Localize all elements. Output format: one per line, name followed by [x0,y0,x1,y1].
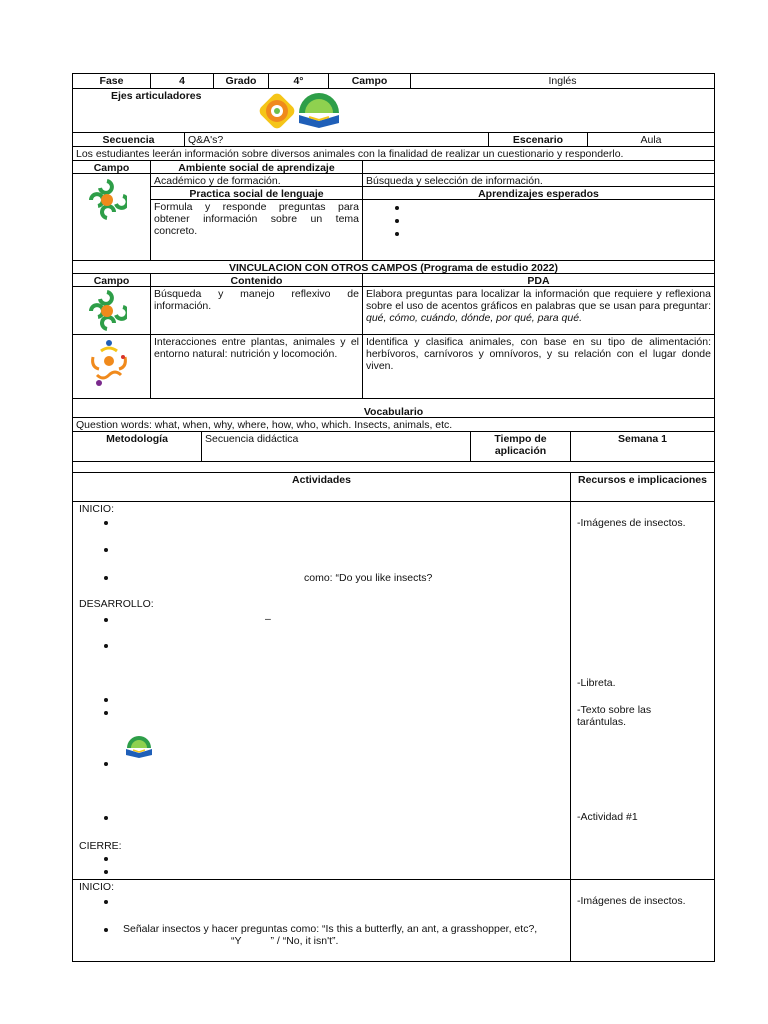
actividades-content-2 [73,880,571,961]
escenario-value: Aula [640,134,662,146]
bullet [104,521,108,525]
bullet [104,644,108,648]
vocabulario-row [73,418,714,432]
tiempo-label: Tiempo de aplicación [471,432,571,461]
practica-value: Formula y responde preguntas para obtener información sobre un tema concreto. [151,200,363,261]
bullet [104,711,108,715]
actividades-block-1 [73,502,714,880]
inicio2-line-2a: Señalar insectos y hacer preguntas como: “Is this a butterfly, an ant, a grasshopper, etc?, [123,923,538,935]
bullet [104,870,108,874]
ambiente-value-1: Académico y de formación. [151,174,363,186]
recurso-2: -Libreta. [577,677,616,689]
bullet [104,816,108,820]
header-row [73,74,714,89]
eje-circle-icon [257,91,297,131]
escenario-label: Escenario [489,133,588,146]
ambiente-block [73,174,714,261]
campo-label: Campo [329,74,411,88]
secuencia-label: Secuencia [73,133,185,146]
vinc-pda-2: Identifica y clasifica animales, con base en su tipo de alimentación: herbívoros, carnívoros y omnívoros, y su relación con el lugar donde viven. [366,336,711,372]
ambiente-header-row [73,161,714,174]
inicio-line-3: como: “Do you like insects? [304,572,433,584]
vinc-campo-2 [73,335,151,398]
book-icon [124,734,154,758]
ambiente-value-2: Búsqueda y selección de información. [366,175,543,186]
eje-book-icon [295,91,343,129]
recurso-4: -Actividad #1 [577,811,638,823]
desarrollo-label: DESARROLLO: [79,598,154,610]
metodologia-label: Metodología [73,432,202,461]
vinc-contenido-2: Interacciones entre plantas, animales y el entorno natural: nutrición y locomoción. [151,335,363,398]
proposito-text: Los estudiantes leerán información sobre diversos animales con la finalidad de realizar un cuestionario y responderlo. [76,148,624,160]
actividades-title: Actividades [73,473,571,501]
bullet [104,928,108,932]
actividades-header-row [73,473,714,502]
lenguajes-campo-icon [87,289,127,333]
bullet [395,232,399,236]
actividades-content-1 [73,502,571,879]
practica-label: Practica social de lenguaje [151,187,363,199]
ambiente-label: Ambiente social de aprendizaje [151,161,363,173]
vinculacion-row-1 [73,287,714,335]
actividades-block-2 [73,880,714,961]
grado-label: Grado [214,74,269,88]
campo-col-label: Campo [73,161,151,173]
saberes-campo-icon [87,339,131,387]
bullet [104,576,108,580]
ambiente-empty [363,161,714,173]
bullet [104,762,108,766]
secuencia-value: Q&A's? [185,133,489,146]
vinculacion-row-2 [73,335,714,399]
vinc-pda-1 [363,287,714,334]
vinc-campo-label: Campo [73,274,151,286]
recurso-3: -Texto sobre las tarántulas. [577,704,652,728]
proposito-row [73,147,714,161]
vinc-contenido-label: Contenido [151,274,363,286]
fase-label: Fase [73,74,151,88]
desarrollo-dash: – [265,613,271,625]
grado-value: 4° [269,74,329,88]
recursos-content-2 [571,880,714,961]
vinc-pda-label: PDA [527,275,550,286]
campo-logo-cell [73,174,151,260]
aprendizajes-list [363,200,714,261]
planning-document [72,73,715,962]
lenguajes-campo-icon [87,178,127,222]
practica-header-row [151,187,714,200]
vinc-pda-1-italic: qué, cómo, cuándo, dónde, por qué, para qué. [366,312,582,324]
inicio-label: INICIO: [79,503,115,515]
secuencia-row [73,133,714,147]
vinculacion-title: VINCULACION CON OTROS CAMPOS (Programa de estudio 2022) [228,262,559,273]
vinc-contenido-1: Búsqueda y manejo reflexivo de información. [151,287,363,334]
bullet [395,206,399,210]
vocabulario-value: Question words: what, when, why, where, how, who, which. Insects, animals, etc. [76,419,453,431]
recurso-5: -Imágenes de insectos. [577,895,686,907]
practica-values-row [151,200,714,261]
vinculacion-title-row [73,261,714,274]
recurso-1: -Imágenes de insectos. [577,517,686,529]
metodologia-row [73,432,714,462]
ejes-label: Ejes articuladores [111,90,202,102]
semana-label: Semana 1 [617,433,668,445]
blank-row [73,462,714,473]
bullet [104,698,108,702]
ambiente-values-row [151,174,714,187]
vinculacion-header-row [73,274,714,287]
inicio2-line-2b: “Y ” / “No, it isn't”. [231,935,339,947]
vinc-pda-1-text: Elabora preguntas para localizar la información que requiere y reflexiona sobre el uso de acentos gráficos en palabras que se usan para preguntar: [366,288,711,312]
fase-value: 4 [151,74,214,88]
inicio2-label: INICIO: [79,881,115,893]
bullet [104,618,108,622]
aprendizajes-label: Aprendizajes esperados [478,188,599,199]
bullet [104,900,108,904]
campo-value: Inglés [548,75,577,87]
bullet [104,857,108,861]
metodologia-value: Secuencia didáctica [202,432,471,461]
recursos-title: Recursos e implicaciones [578,474,707,486]
recursos-content-1 [571,502,714,879]
vinc-campo-1 [73,287,151,334]
vocabulario-title: Vocabulario [363,406,424,417]
vocabulario-title-row [73,405,714,418]
bullet [104,548,108,552]
cierre-label: CIERRE: [79,840,122,852]
ejes-row [73,89,714,133]
bullet [395,219,399,223]
